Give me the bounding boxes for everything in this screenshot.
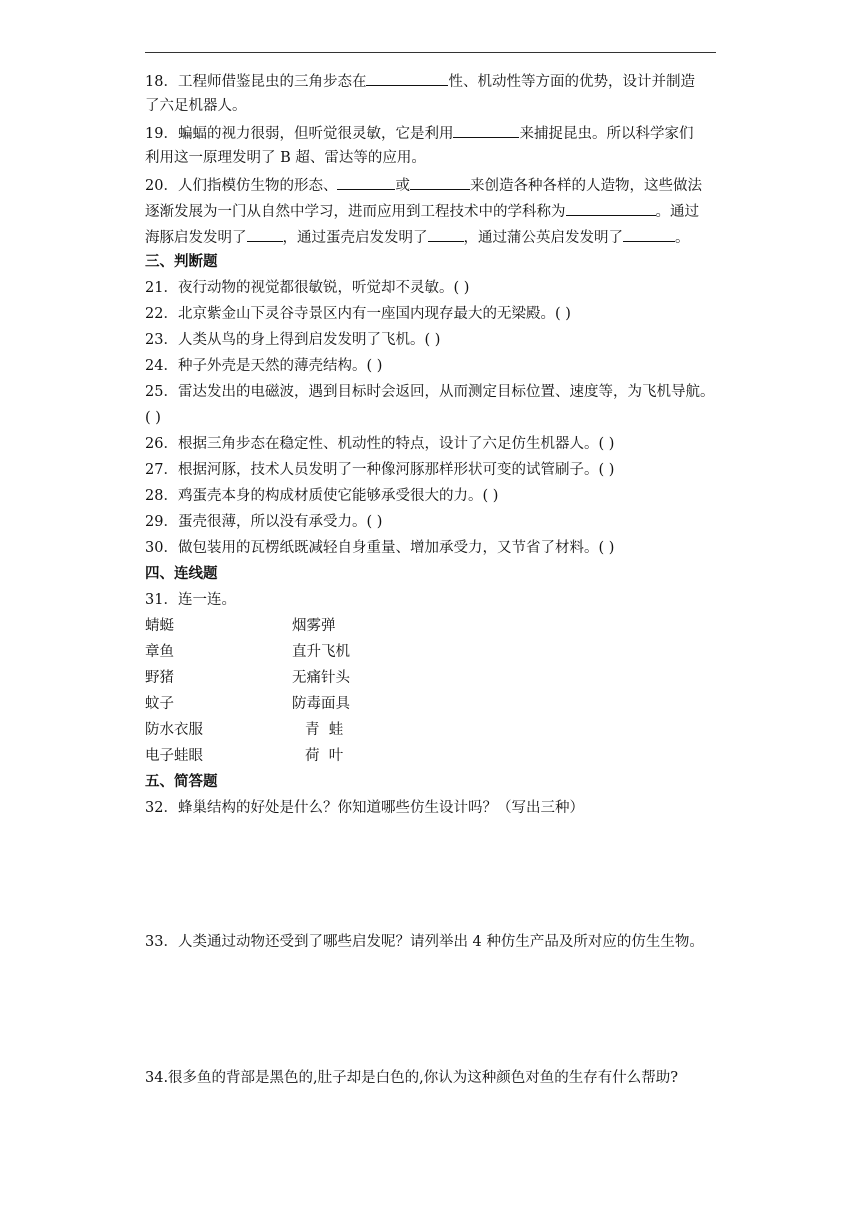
q30-answer-paren[interactable]: ( ) — [598, 540, 615, 556]
q20-text-c: 来创造各种各样的人造物，这些做法 — [469, 178, 702, 194]
question-24 — [145, 356, 382, 376]
q18-text-a: 18．工程师借鉴昆虫的三角步态在 — [145, 74, 367, 90]
section-3-heading: 三、判断题 — [145, 253, 218, 270]
q22-text: 22．北京紫金山下灵谷寺景区内有一座国内现存最大的无梁殿。 — [145, 306, 555, 322]
match-right-item[interactable]: 青 蛙 — [305, 722, 344, 738]
question-25 — [145, 382, 714, 402]
q27-text: 27．根据河豚，技术人员发明了一种像河豚那样形状可变的试管刷子。 — [145, 462, 599, 478]
q28-text: 28．鸡蛋壳本身的构成材质使它能够承受很大的力。 — [145, 488, 483, 504]
match-left-item[interactable]: 蚊子 — [145, 696, 174, 712]
q18-blank[interactable] — [366, 70, 448, 86]
match-right-item[interactable]: 荷 叶 — [305, 748, 344, 764]
q20-text-a: 20．人们指模仿生物的形态、 — [145, 178, 338, 194]
q21-text: 21．夜行动物的视觉都很敏锐，听觉却不灵敏。 — [145, 280, 454, 296]
q20-blank-2[interactable] — [410, 174, 470, 190]
q20-blank-1[interactable] — [337, 174, 395, 190]
q20-blank-4[interactable] — [247, 226, 283, 242]
q20-text-i: 。 — [675, 230, 690, 246]
q20-text-f: 海豚启发发明了 — [145, 230, 247, 246]
question-18-line2: 了六足机器人。 — [145, 98, 247, 114]
q26-text: 26．根据三角步态在稳定性、机动性的特点，设计了六足仿生机器人。 — [145, 436, 599, 452]
q24-text: 24．种子外壳是天然的薄壳结构。 — [145, 358, 367, 374]
q20-text-e: 。通过 — [655, 204, 699, 220]
question-34: 34.很多鱼的背部是黑色的,肚子却是白色的,你认为这种颜色对鱼的生存有什么帮助? — [145, 1070, 679, 1086]
q27-answer-paren[interactable]: ( ) — [598, 462, 615, 478]
match-left-item[interactable]: 蜻蜓 — [145, 618, 174, 634]
match-left-item[interactable]: 电子蛙眼 — [145, 748, 203, 764]
section-5-heading: 五、简答题 — [145, 773, 218, 790]
q22-answer-paren[interactable]: ( ) — [554, 306, 571, 322]
question-28 — [145, 486, 498, 506]
q18-text-b: 性、机动性等方面的优势，设计并制造 — [448, 74, 695, 90]
question-32: 32．蜂巢结构的好处是什么？你知道哪些仿生设计吗？（写出三种） — [145, 800, 584, 816]
q20-blank-3[interactable] — [566, 200, 656, 216]
question-22 — [145, 304, 571, 324]
question-20-line2 — [145, 200, 699, 222]
question-19-line1 — [145, 122, 693, 144]
question-19-line2: 利用这一原理发明了 B 超、雷达等的应用。 — [145, 150, 426, 166]
q19-text-a: 19．蝙蝠的视力很弱，但听觉很灵敏，它是利用 — [145, 126, 454, 142]
q26-answer-paren[interactable]: ( ) — [598, 436, 615, 452]
q20-blank-6[interactable] — [623, 226, 675, 242]
match-right-item[interactable]: 烟雾弹 — [292, 618, 336, 634]
q25-answer-paren[interactable]: ( ) — [145, 410, 161, 426]
question-23 — [145, 330, 440, 350]
q29-text: 29．蛋壳很薄，所以没有承受力。 — [145, 514, 367, 530]
q20-text-g: ，通过蛋壳启发发明了 — [282, 230, 428, 246]
match-left-item[interactable]: 野猪 — [145, 670, 174, 686]
q20-text-b: 或 — [395, 178, 410, 194]
question-18-line1 — [145, 70, 695, 92]
question-26 — [145, 434, 614, 454]
question-33: 33．人类通过动物还受到了哪些启发呢？请列举出 4 种仿生产品及所对应的仿生生物。 — [145, 934, 704, 950]
q20-blank-5[interactable] — [428, 226, 464, 242]
match-right-item[interactable]: 防毒面具 — [292, 696, 350, 712]
q19-blank[interactable] — [453, 122, 519, 138]
match-right-item[interactable]: 直升飞机 — [292, 644, 350, 660]
section-4-heading: 四、连线题 — [145, 565, 218, 582]
q28-answer-paren[interactable]: ( ) — [482, 488, 499, 504]
q29-answer-paren[interactable]: ( ) — [366, 514, 383, 530]
question-27 — [145, 460, 614, 480]
q20-text-h: ，通过蒲公英启发发明了 — [463, 230, 623, 246]
question-20-line3 — [145, 226, 690, 248]
q23-text: 23．人类从鸟的身上得到启发发明了飞机。 — [145, 332, 425, 348]
question-30 — [145, 538, 614, 558]
question-20-line1 — [145, 174, 702, 196]
q25-text: 25．雷达发出的电磁波，遇到目标时会返回，从而测定目标位置、速度等，为飞机导航。 — [145, 384, 715, 400]
q21-answer-paren[interactable]: ( ) — [453, 280, 470, 296]
q20-text-d: 逐渐发展为一门从自然中学习，进而应用到工程技术中的学科称为 — [145, 204, 566, 220]
question-21 — [145, 278, 469, 298]
q30-text: 30．做包装用的瓦楞纸既减轻自身重量、增加承受力，又节省了材料。 — [145, 540, 599, 556]
header-rule — [145, 52, 716, 53]
question-25-paren-line — [145, 408, 161, 428]
question-31: 31．连一连。 — [145, 592, 236, 608]
match-left-item[interactable]: 章鱼 — [145, 644, 174, 660]
match-right-item[interactable]: 无痛针头 — [292, 670, 350, 686]
question-29 — [145, 512, 382, 532]
match-left-item[interactable]: 防水衣服 — [145, 722, 203, 738]
q24-answer-paren[interactable]: ( ) — [366, 358, 383, 374]
q19-text-b: 来捕捉昆虫。所以科学家们 — [519, 126, 694, 142]
q23-answer-paren[interactable]: ( ) — [424, 332, 441, 348]
